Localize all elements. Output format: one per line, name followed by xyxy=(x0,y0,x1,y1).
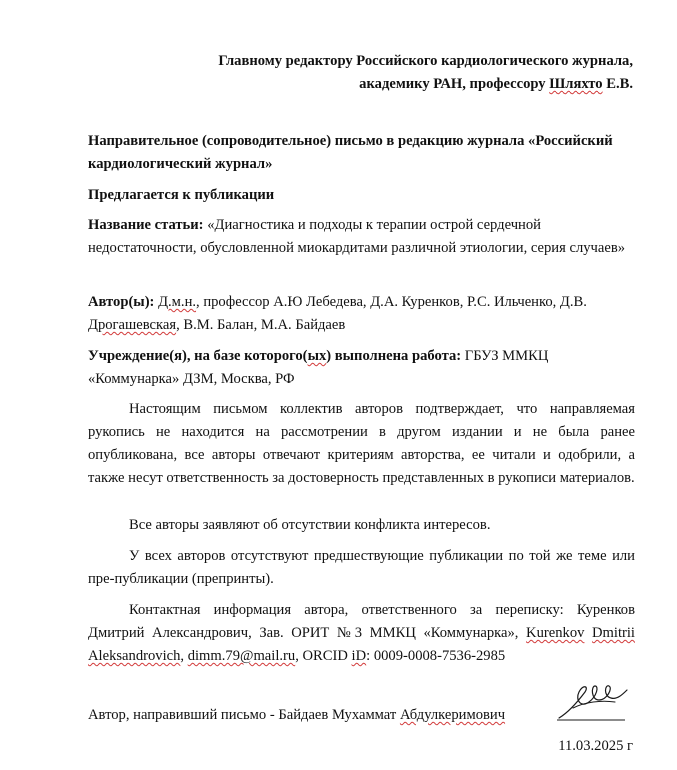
handwritten-signature xyxy=(555,678,631,726)
institution-label: Учреждение(я), на базе которого(ых) выполнена работа: xyxy=(88,348,462,364)
paragraph-prior-publications: У всех авторов отсутствуют предшествующие публикации по той же теме или пре-публикации (препринты). xyxy=(88,548,635,587)
proposal-heading: Предлагается к публикации xyxy=(88,187,275,203)
institution-value: ГБУЗ ММКЦ «Коммунарка» ДЗМ, Москва, РФ xyxy=(88,348,549,387)
authors-degree: Д.м.н. xyxy=(158,294,197,310)
addressee-line-1: Главному редактору Российского кардиологического журнала, xyxy=(218,53,633,69)
article-title-label: Название статьи: xyxy=(88,217,204,233)
addressee-block xyxy=(218,50,633,96)
article-title-field xyxy=(88,214,635,260)
cover-letter-title: Направительное (сопроводительное) письмо в редакцию журнала «Российский кардиологический журнал» xyxy=(88,133,613,172)
article-title-value: «Диагностика и подходы к терапии острой сердечной недостаточности, обусловленной миокардитами различной этиологии, серия случаев» xyxy=(88,217,626,256)
paragraph-contact-info: Контактная информация автора, ответственного за переписку: Куренков Дмитрий Александрович, Зав. ОРИТ №3 ММКЦ «Коммунарка», Kurenkov Dmitrii Aleksandrovich, dimm.79@mail.ru, ORCID iD: 0009-0008-7536-2985 xyxy=(88,602,635,664)
spellcheck-word: Дрогашевская xyxy=(88,317,177,333)
authors-label: Автор(ы): xyxy=(88,294,155,310)
spellcheck-word: Шляхто xyxy=(549,76,603,92)
institution-field xyxy=(88,345,635,391)
signer-surname: Абдулкеримович xyxy=(399,707,506,723)
signer-line: Автор, направивший письмо - Байдаев Мухаммат Абдулкеримович xyxy=(88,707,506,723)
paragraph-confirmation: Настоящим письмом коллектив авторов подтверждает, что направляемая рукопись не находится на рассмотрении в другом издании и не была ранее опубликована, все авторы отвечают критериям авторства, ее читали и одобрили, а также несут ответственность за достоверность представленных в рукописи материалов. xyxy=(88,401,635,486)
letter-date: 11.03.2025 г xyxy=(558,738,633,754)
contact-email[interactable]: dimm.79@mail.ru xyxy=(187,648,296,664)
paragraph-conflict-of-interest: Все авторы заявляют об отсутствии конфликта интересов. xyxy=(129,517,491,533)
authors-field: Автор(ы): Д.м.н., профессор А.Ю Лебедева, Д.А. Куренков, Р.С. Ильченко, Д.В. Дрогашевская, В.М. Балан, М.А. Байдаев xyxy=(88,294,587,333)
addressee-line-2: академику РАН, профессору Шляхто Е.В. xyxy=(359,76,633,92)
